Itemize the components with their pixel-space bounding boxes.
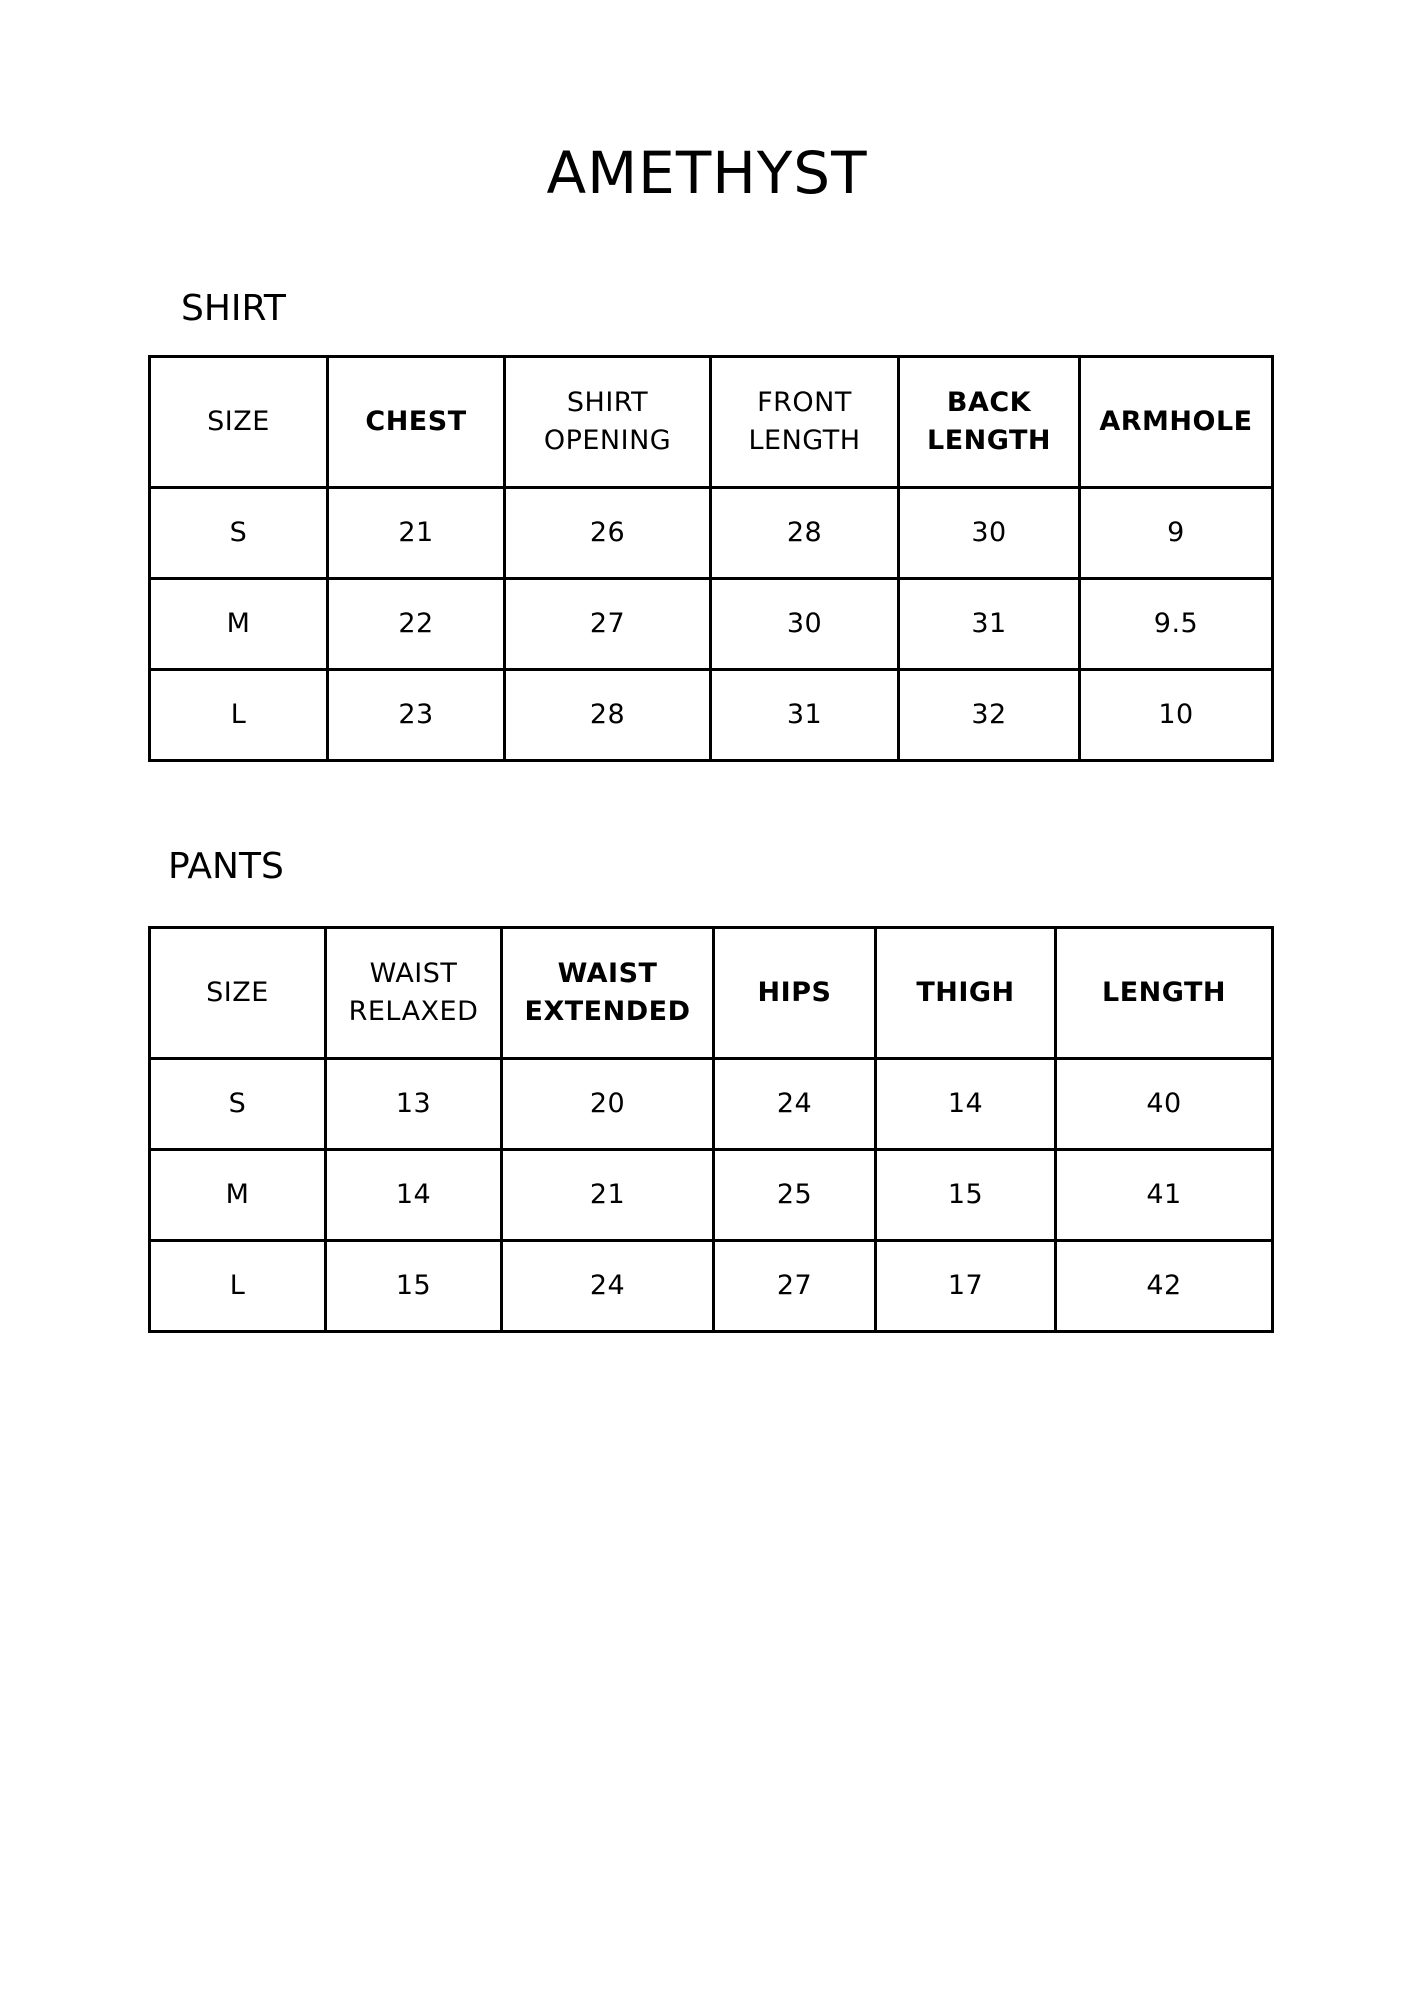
- table-cell: 9.5: [1080, 579, 1273, 670]
- table-cell: 30: [711, 579, 899, 670]
- column-header-front-length: FRONT LENGTH: [711, 357, 899, 488]
- table-cell: 9: [1080, 488, 1273, 579]
- table-cell: 25: [714, 1150, 876, 1241]
- table-cell: 27: [714, 1241, 876, 1332]
- pants-section-heading: PANTS: [168, 846, 284, 887]
- table-row: [150, 670, 1273, 761]
- table-cell: 27: [505, 579, 711, 670]
- column-header-thigh: THIGH: [876, 928, 1056, 1059]
- table-cell: 22: [328, 579, 505, 670]
- table-row: [150, 488, 1273, 579]
- table-cell: M: [150, 1150, 326, 1241]
- table-cell: S: [150, 1059, 326, 1150]
- table-cell: 26: [505, 488, 711, 579]
- page-title: AMETHYST: [546, 139, 868, 207]
- table-cell: 23: [328, 670, 505, 761]
- table-cell: L: [150, 1241, 326, 1332]
- column-header-chest: CHEST: [328, 357, 505, 488]
- table-cell: L: [150, 670, 328, 761]
- table-cell: 21: [328, 488, 505, 579]
- table-cell: 17: [876, 1241, 1056, 1332]
- table-cell: 15: [876, 1150, 1056, 1241]
- table-header-row: [150, 928, 1273, 1059]
- table-cell: 24: [714, 1059, 876, 1150]
- table-row: [150, 1241, 1273, 1332]
- table-header-row: [150, 357, 1273, 488]
- table-cell: 31: [711, 670, 899, 761]
- table-cell: 14: [326, 1150, 502, 1241]
- table-cell: 15: [326, 1241, 502, 1332]
- table-cell: 42: [1056, 1241, 1273, 1332]
- table-cell: 10: [1080, 670, 1273, 761]
- table-cell: 28: [505, 670, 711, 761]
- table-cell: 30: [899, 488, 1080, 579]
- shirt-size-table: [148, 355, 1274, 762]
- table-cell: M: [150, 579, 328, 670]
- table-row: [150, 1059, 1273, 1150]
- column-header-length: LENGTH: [1056, 928, 1273, 1059]
- column-header-back-length: BACK LENGTH: [899, 357, 1080, 488]
- column-header-hips: HIPS: [714, 928, 876, 1059]
- column-header-size: SIZE: [150, 928, 326, 1059]
- table-cell: 32: [899, 670, 1080, 761]
- column-header-armhole: ARMHOLE: [1080, 357, 1273, 488]
- column-header-shirt-opening: SHIRT OPENING: [505, 357, 711, 488]
- table-cell: 40: [1056, 1059, 1273, 1150]
- column-header-size: SIZE: [150, 357, 328, 488]
- column-header-waist-relaxed: WAIST RELAXED: [326, 928, 502, 1059]
- table-row: [150, 579, 1273, 670]
- table-cell: 20: [502, 1059, 714, 1150]
- table-cell: 31: [899, 579, 1080, 670]
- table-row: [150, 1150, 1273, 1241]
- pants-size-table: [148, 926, 1274, 1333]
- shirt-section-heading: SHIRT: [181, 288, 286, 329]
- table-cell: 13: [326, 1059, 502, 1150]
- table-cell: 21: [502, 1150, 714, 1241]
- table-cell: 14: [876, 1059, 1056, 1150]
- table-cell: 28: [711, 488, 899, 579]
- column-header-waist-extended: WAIST EXTENDED: [502, 928, 714, 1059]
- table-cell: S: [150, 488, 328, 579]
- table-cell: 24: [502, 1241, 714, 1332]
- table-cell: 41: [1056, 1150, 1273, 1241]
